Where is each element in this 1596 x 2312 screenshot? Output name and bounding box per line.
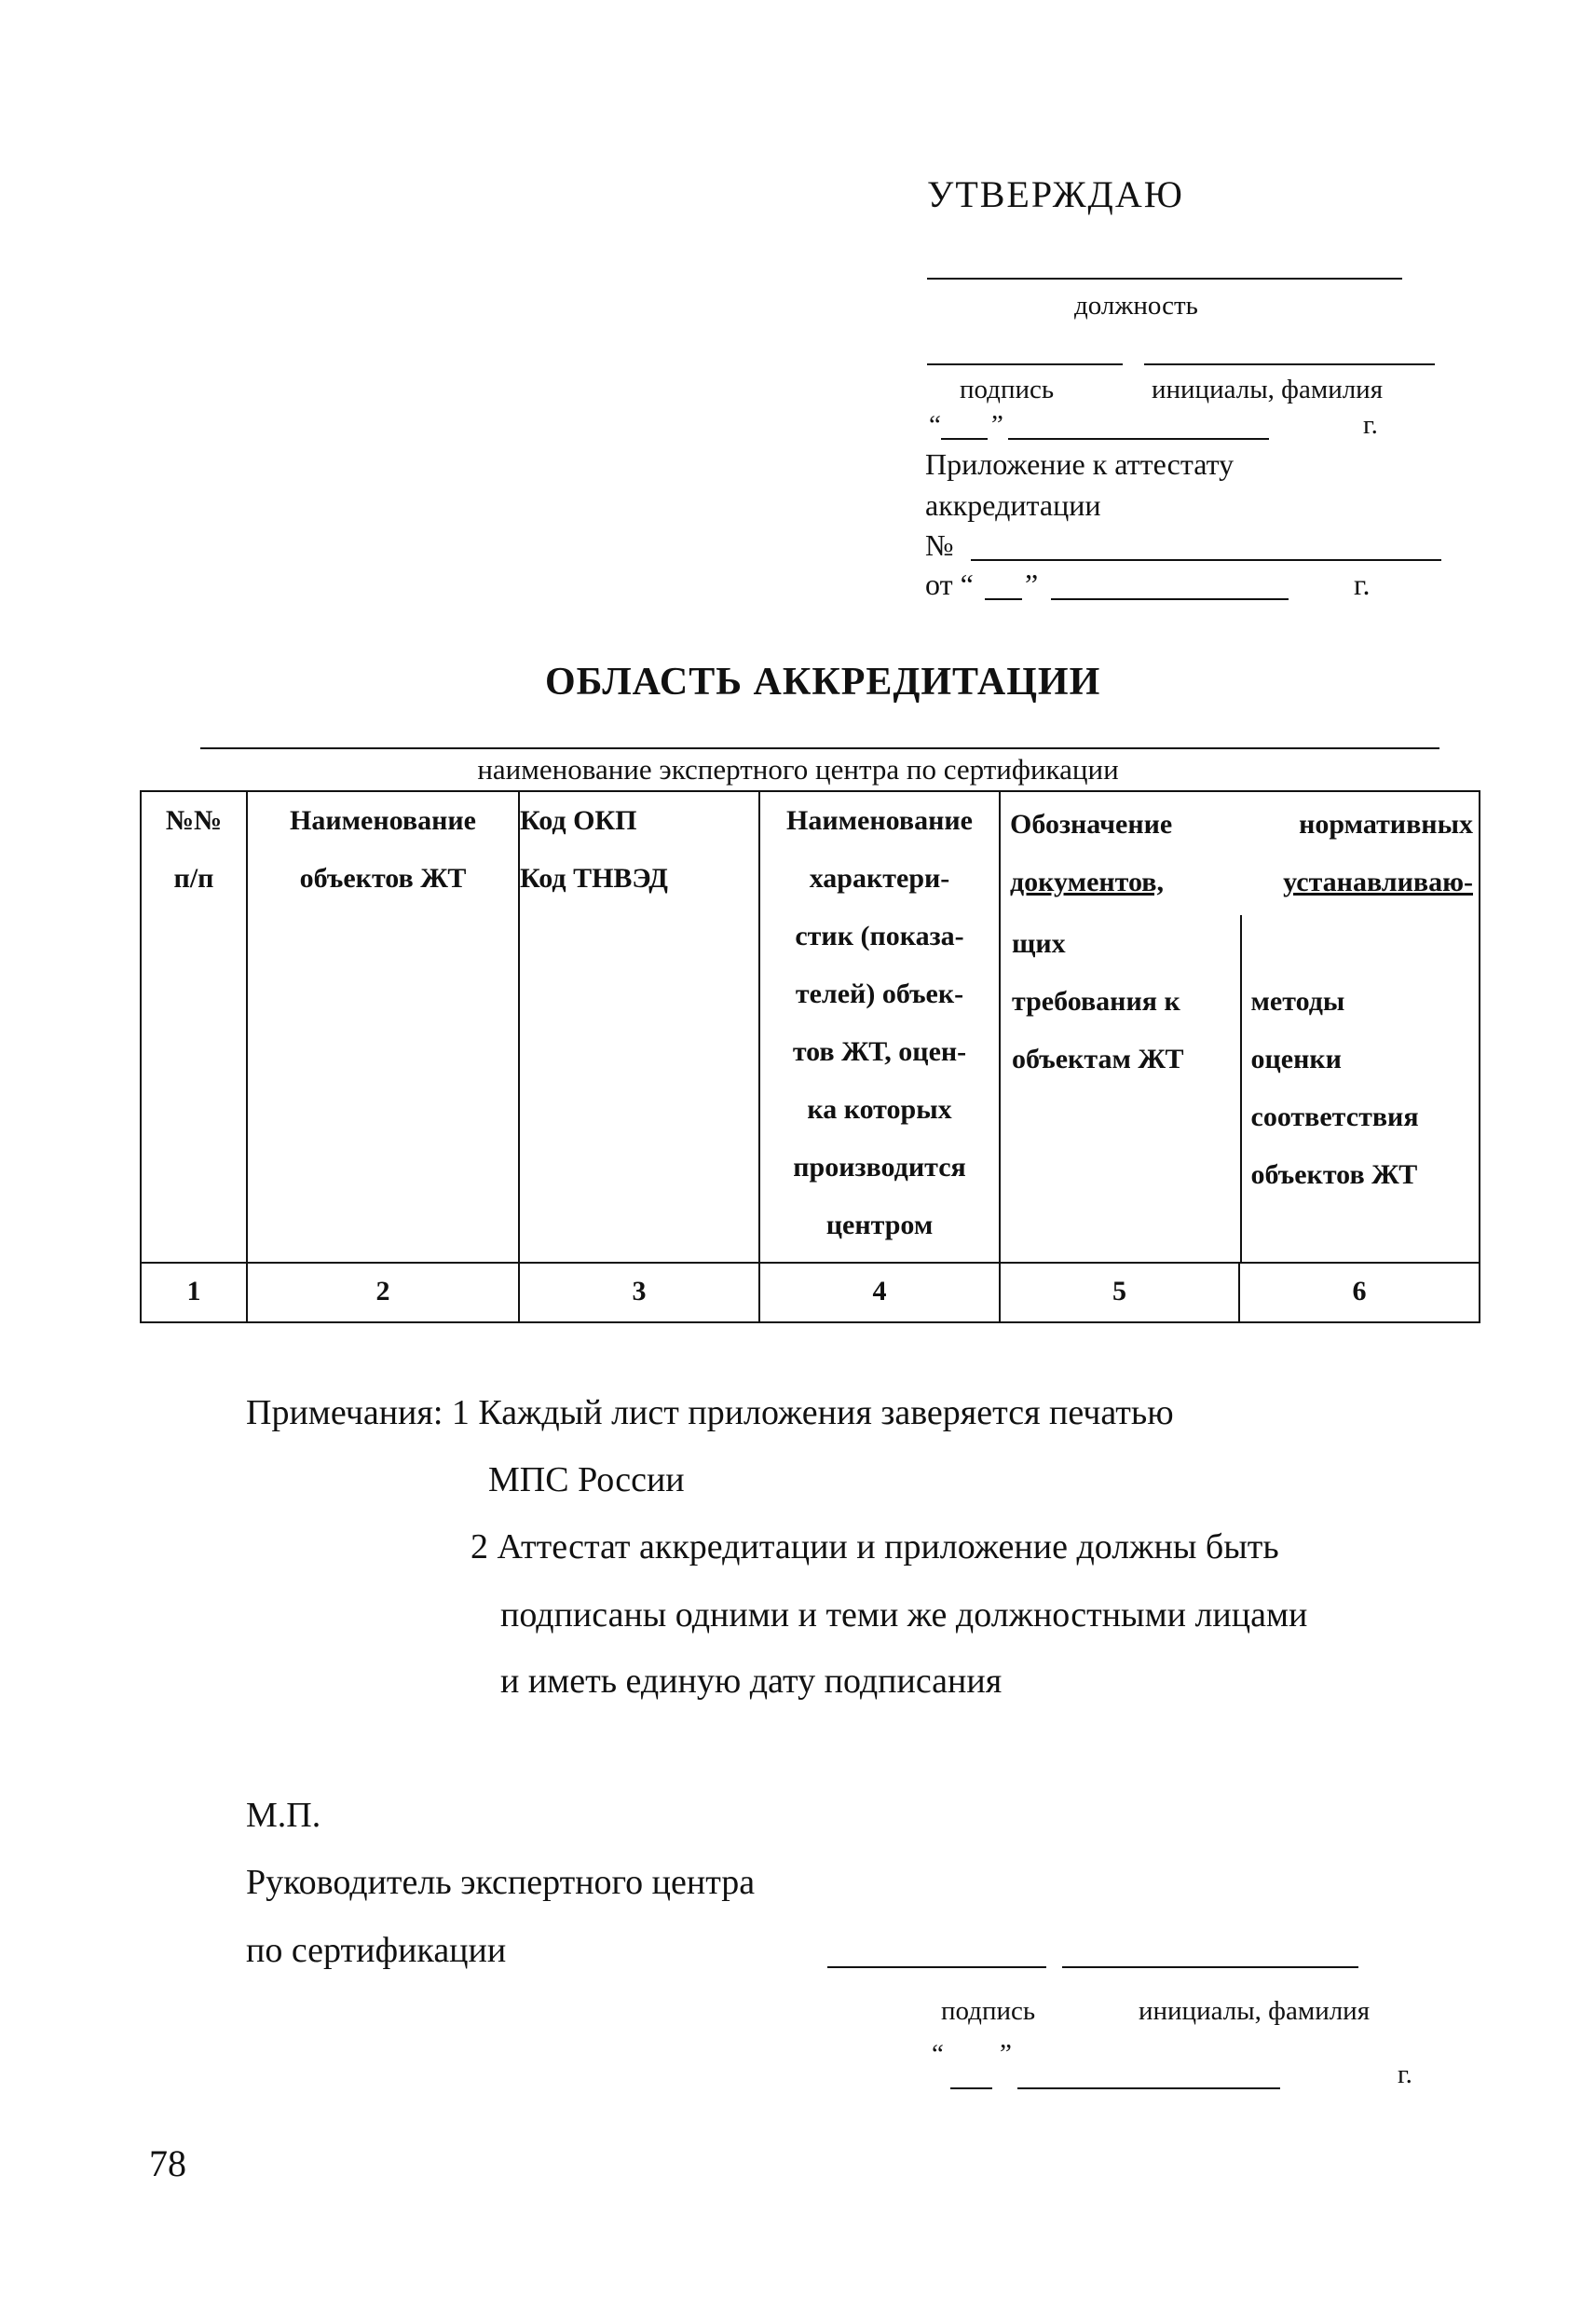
footer-quote-close: ” xyxy=(1000,2039,1012,2069)
subcol-methods xyxy=(1242,915,1480,1262)
header-col-object-name xyxy=(247,791,519,1263)
name-label: инициалы, фамилия xyxy=(1152,375,1384,404)
normative-docs-group xyxy=(1001,796,1479,1262)
stamp-label: М.П. xyxy=(246,1796,321,1835)
year-suffix: г. xyxy=(1363,410,1378,440)
normative-docs-top xyxy=(1001,796,1479,854)
subcol5-line: щих xyxy=(1012,928,1066,959)
normative-subcolumns xyxy=(1001,915,1479,1262)
signature-label: подпись xyxy=(960,375,1055,404)
document-title: ОБЛАСТЬ АККРЕДИТАЦИИ xyxy=(545,661,1101,704)
center-name-line xyxy=(200,747,1439,749)
table-header-row xyxy=(141,791,1480,1263)
normative-word-4: устанавливаю- xyxy=(1283,867,1473,897)
subcol5-line: объектам ЖТ xyxy=(1012,1044,1184,1074)
normative-word-2: нормативных xyxy=(1299,809,1473,840)
col-number-1: 1 xyxy=(141,1263,247,1322)
subcol6-line: объектов ЖТ xyxy=(1250,1159,1418,1190)
col-number-6: 6 xyxy=(1239,1263,1480,1322)
header-col4-line: тов ЖТ, оцен- xyxy=(792,1036,967,1067)
col-number-4: 4 xyxy=(759,1263,1000,1322)
number-label: № xyxy=(925,528,954,562)
from-day-line xyxy=(985,598,1022,600)
head-line-1: Руководитель экспертного центра xyxy=(246,1863,756,1902)
header-col-characteristics xyxy=(759,791,1000,1263)
from-close: ” xyxy=(1025,568,1039,601)
header-col4-line: телей) объек- xyxy=(795,978,964,1009)
from-year-suffix: г. xyxy=(1354,568,1371,601)
footer-name-label: инициалы, фамилия xyxy=(1139,1996,1371,2026)
notes-line-5: и иметь единую дату подписания xyxy=(500,1662,1003,1701)
footer-name-line xyxy=(1062,1966,1358,1968)
from-month-line xyxy=(1051,598,1289,600)
header-col-object-line2: объектов ЖТ xyxy=(299,863,467,894)
subcol6-line: соответствия xyxy=(1250,1101,1419,1132)
center-caption: наименование экспертного центра по сертификации xyxy=(477,753,1119,786)
subcol-requirements xyxy=(1001,915,1242,1262)
appendix-line-1: Приложение к аттестату xyxy=(925,447,1235,481)
notes-line-4: подписаны одними и теми же должностными лицами xyxy=(500,1595,1308,1635)
normative-docs-second xyxy=(1001,854,1479,911)
header-col-codes-line1: Код ОКП xyxy=(520,805,637,836)
normative-word-1: Обозначение xyxy=(1010,809,1173,840)
date-quote-open: “ xyxy=(929,410,941,440)
footer-day-line xyxy=(950,2087,992,2089)
header-col-normative-docs xyxy=(1000,791,1480,1263)
header-col4-line: Наименование xyxy=(786,805,973,836)
appendix-line-2: аккредитации xyxy=(925,488,1101,522)
subcol6-line: методы xyxy=(1250,986,1345,1017)
page-number: 78 xyxy=(149,2142,186,2184)
notes-line-1: Примечания: 1 Каждый лист приложения заверяется печатью xyxy=(246,1393,1174,1432)
footer-year-suffix: г. xyxy=(1398,2059,1412,2089)
footer-signature-line xyxy=(827,1966,1046,1968)
name-line xyxy=(1144,363,1435,365)
header-col4-line: ка которых xyxy=(807,1094,952,1125)
number-line xyxy=(971,559,1441,561)
normative-word-3: документов, xyxy=(1010,867,1164,897)
footer-quote-open: “ xyxy=(932,2039,944,2069)
date-quote-close: ” xyxy=(991,410,1003,440)
header-col-number xyxy=(141,791,247,1263)
header-col-number-line1: №№ xyxy=(165,805,223,836)
approval-title: УТВЕРЖДАЮ xyxy=(927,173,1184,215)
position-label: должность xyxy=(1074,291,1198,321)
col-number-5: 5 xyxy=(1000,1263,1239,1322)
header-col4-line: производится xyxy=(793,1152,966,1183)
table-number-row xyxy=(141,1263,1480,1322)
footer-signature-label: подпись xyxy=(941,1996,1036,2026)
notes-line-3: 2 Аттестат аккредитации и приложение должны быть xyxy=(471,1527,1279,1566)
header-col4-line: характери- xyxy=(809,863,950,894)
from-label: от “ xyxy=(925,568,974,601)
signature-line xyxy=(927,363,1123,365)
notes-line-2: МПС России xyxy=(488,1460,685,1499)
subcol5-line: требования к xyxy=(1012,986,1180,1017)
header-col-codes-line2: Код ТНВЭД xyxy=(520,863,668,894)
head-line-2: по сертификации xyxy=(246,1931,507,1970)
footer-month-line xyxy=(1017,2087,1280,2089)
header-col-codes xyxy=(519,791,759,1263)
accreditation-table xyxy=(140,790,1480,1323)
day-line xyxy=(941,438,988,440)
header-col-object-line1: Наименование xyxy=(290,805,476,836)
subcol6-line: оценки xyxy=(1250,1044,1342,1074)
header-col-number-line2: п/п xyxy=(173,863,214,894)
col-number-3: 3 xyxy=(519,1263,759,1322)
header-col4-line: стик (показа- xyxy=(795,921,964,951)
position-line xyxy=(927,278,1402,280)
header-col4-line: центром xyxy=(825,1210,934,1240)
month-line xyxy=(1008,438,1269,440)
col-number-2: 2 xyxy=(247,1263,519,1322)
